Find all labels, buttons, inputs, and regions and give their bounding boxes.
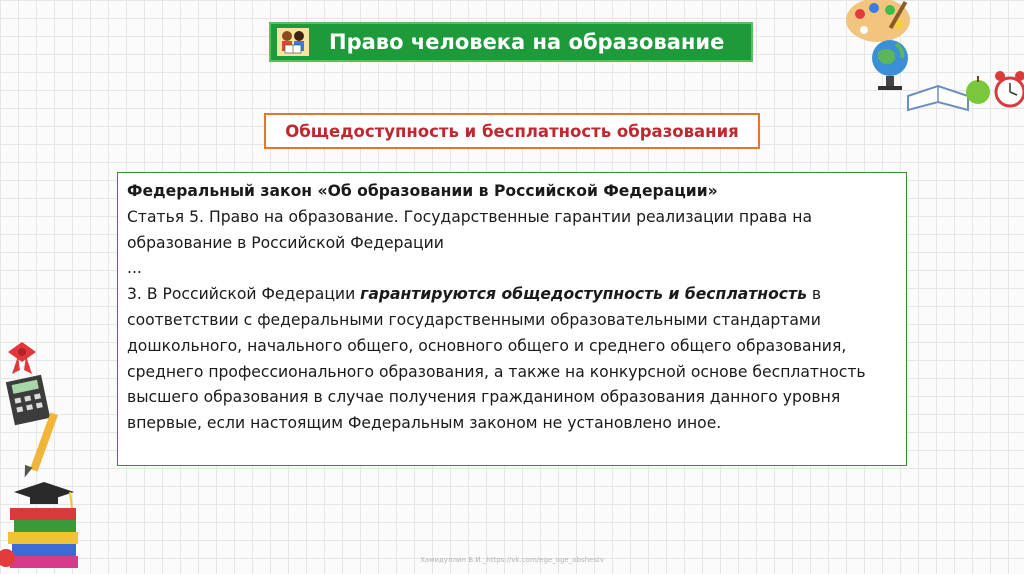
slide-title: Право человека на образование [329, 30, 725, 54]
law-excerpt-box [117, 172, 907, 466]
globe-icon [872, 40, 908, 90]
school-supplies-decoration [838, 0, 1024, 118]
point-rest: в соответствии с федеральными государственными образовательными стандартами дошкольного, начального общего, основного общего и среднего общего образования, среднего профессионального образования, а также на конкурсной основе бесплатность высшего образования в случае получения гражданином образования данного уровня впервые, если настоящим Федеральным законом не установлено иное. [127, 285, 866, 433]
footer-credit: Хамидуллин Б.И._https://vk.com/ege_oge_obshestv [420, 556, 604, 564]
open-book-icon [908, 86, 968, 110]
point-3-paragraph [127, 282, 896, 437]
section-heading: Общедоступность и бесплатность образования [285, 121, 739, 141]
apple-icon [966, 76, 990, 104]
law-title: Федеральный закон «Об образовании в Российской Федерации» [127, 182, 718, 200]
point-prefix: 3. В Российской Федерации [127, 285, 361, 304]
school-items-decoration [0, 322, 104, 574]
palette-icon [846, 0, 910, 42]
books-stack-icon [0, 508, 78, 568]
ellipsis: ... [127, 259, 142, 278]
bow-icon [8, 342, 36, 374]
children-reading-icon [277, 27, 309, 57]
section-heading-box [264, 113, 760, 149]
slide-title-bar [269, 22, 753, 62]
article-title: Статья 5. Право на образование. Государственные гарантии реализации права на образование в Российской Федерации [127, 207, 813, 252]
alarm-clock-icon [995, 71, 1024, 106]
calculator-icon [6, 375, 50, 426]
point-emphasis: гарантируются общедоступность и бесплатность [360, 285, 807, 304]
graduation-cap-icon [14, 482, 74, 508]
